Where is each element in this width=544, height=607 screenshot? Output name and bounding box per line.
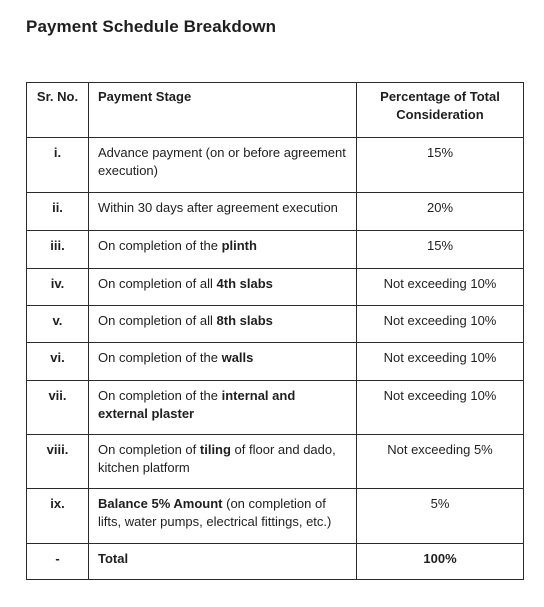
header-percentage bbox=[357, 83, 524, 138]
percentage-cell bbox=[357, 435, 524, 489]
stage-emphasis: walls bbox=[221, 350, 254, 365]
sr-no-cell bbox=[27, 138, 89, 193]
sr-no-text: ix. bbox=[50, 496, 65, 511]
payment-stage-cell bbox=[89, 343, 357, 381]
stage-emphasis: tiling bbox=[199, 442, 231, 457]
stage-emphasis: 4th slabs bbox=[216, 276, 273, 291]
sr-no-cell bbox=[27, 381, 89, 435]
stage-text: On completion of all bbox=[98, 313, 217, 328]
payment-stage-cell bbox=[89, 435, 357, 489]
percentage-cell bbox=[357, 343, 524, 381]
table-row bbox=[27, 306, 524, 343]
table-row bbox=[27, 489, 524, 544]
payment-stage-cell bbox=[89, 381, 357, 435]
payment-stage-cell bbox=[89, 231, 357, 269]
sr-no-cell bbox=[27, 489, 89, 544]
sr-no-text: vii. bbox=[48, 388, 67, 403]
percentage-text: Not exceeding 10% bbox=[383, 350, 497, 365]
payment-stage-cell bbox=[89, 489, 357, 544]
percentage-text: Not exceeding 5% bbox=[387, 442, 493, 457]
table-row bbox=[27, 381, 524, 435]
table-row bbox=[27, 231, 524, 269]
percentage-text: Not exceeding 10% bbox=[383, 388, 497, 403]
sr-no-cell bbox=[27, 231, 89, 269]
stage-text: On completion of the bbox=[98, 388, 222, 403]
sr-no-text: i. bbox=[53, 145, 62, 160]
total-label: Total bbox=[98, 551, 129, 566]
total-percentage: 100% bbox=[423, 551, 457, 566]
percentage-cell bbox=[357, 138, 524, 193]
page-title: Payment Schedule Breakdown bbox=[26, 17, 277, 36]
table-row bbox=[27, 343, 524, 381]
percentage-text: 20% bbox=[426, 200, 454, 215]
sr-no-text: ii. bbox=[52, 200, 63, 215]
payment-stage-text bbox=[89, 231, 356, 255]
sr-no-text: iv. bbox=[50, 276, 65, 291]
table-row bbox=[27, 193, 524, 231]
header-sr-no-label: Sr. No. bbox=[36, 89, 79, 104]
header-payment-stage bbox=[89, 83, 357, 138]
payment-stage-text bbox=[89, 138, 356, 180]
sr-no-cell bbox=[27, 435, 89, 489]
total-row bbox=[27, 544, 524, 580]
sr-no-text: v. bbox=[52, 313, 63, 328]
payment-stage-text bbox=[89, 343, 356, 367]
header-payment-stage-label: Payment Stage bbox=[98, 89, 192, 104]
percentage-text: Not exceeding 10% bbox=[383, 313, 497, 328]
stage-emphasis: Balance 5% Amount bbox=[98, 496, 223, 511]
percentage-cell bbox=[357, 306, 524, 343]
total-sr-no-cell bbox=[27, 544, 89, 580]
payment-stage-cell bbox=[89, 138, 357, 193]
stage-text: Advance payment (on or before agreement execution) bbox=[98, 145, 346, 178]
table-row bbox=[27, 435, 524, 489]
payment-stage-text bbox=[89, 269, 356, 293]
payment-stage-cell bbox=[89, 269, 357, 306]
payment-stage-text bbox=[89, 193, 356, 217]
payment-stage-text bbox=[89, 435, 356, 477]
payment-stage-text bbox=[89, 306, 356, 330]
percentage-text: 15% bbox=[426, 238, 454, 253]
table-row bbox=[27, 269, 524, 306]
sr-no-cell bbox=[27, 306, 89, 343]
percentage-cell bbox=[357, 381, 524, 435]
payment-stage-cell bbox=[89, 306, 357, 343]
sr-no-text: iii. bbox=[50, 238, 65, 253]
stage-emphasis: 8th slabs bbox=[216, 313, 273, 328]
percentage-text: 15% bbox=[426, 145, 454, 160]
stage-text: On completion of all bbox=[98, 276, 217, 291]
sr-no-text: vi. bbox=[50, 350, 65, 365]
stage-text: (on completion of lifts, water pumps, electrical fittings, etc.) bbox=[98, 496, 332, 529]
payment-stage-text bbox=[89, 381, 356, 423]
payment-schedule-table bbox=[26, 82, 524, 580]
header-percentage-label: Percentage of Total Consideration bbox=[380, 89, 500, 122]
percentage-cell bbox=[357, 269, 524, 306]
table-row bbox=[27, 138, 524, 193]
sr-no-cell bbox=[27, 193, 89, 231]
stage-emphasis: plinth bbox=[221, 238, 257, 253]
payment-stage-cell bbox=[89, 193, 357, 231]
stage-emphasis: internal and external plaster bbox=[98, 388, 296, 421]
table-header-row bbox=[27, 83, 524, 138]
sr-no-cell bbox=[27, 343, 89, 381]
stage-text: Within 30 days after agreement execution bbox=[98, 200, 338, 215]
percentage-text: 5% bbox=[430, 496, 450, 511]
payment-stage-text bbox=[89, 489, 356, 531]
header-sr-no bbox=[27, 83, 89, 138]
total-sr-no: - bbox=[55, 551, 60, 566]
percentage-cell bbox=[357, 489, 524, 544]
total-label-cell bbox=[89, 544, 357, 580]
sr-no-cell bbox=[27, 269, 89, 306]
percentage-text: Not exceeding 10% bbox=[383, 276, 497, 291]
sr-no-text: viii. bbox=[46, 442, 69, 457]
percentage-cell bbox=[357, 193, 524, 231]
stage-text: of floor and dado, kitchen platform bbox=[98, 442, 336, 475]
stage-text: On completion of the bbox=[98, 350, 222, 365]
stage-text: On completion of bbox=[98, 442, 200, 457]
total-percentage-cell bbox=[357, 544, 524, 580]
stage-text: On completion of the bbox=[98, 238, 222, 253]
percentage-cell bbox=[357, 231, 524, 269]
